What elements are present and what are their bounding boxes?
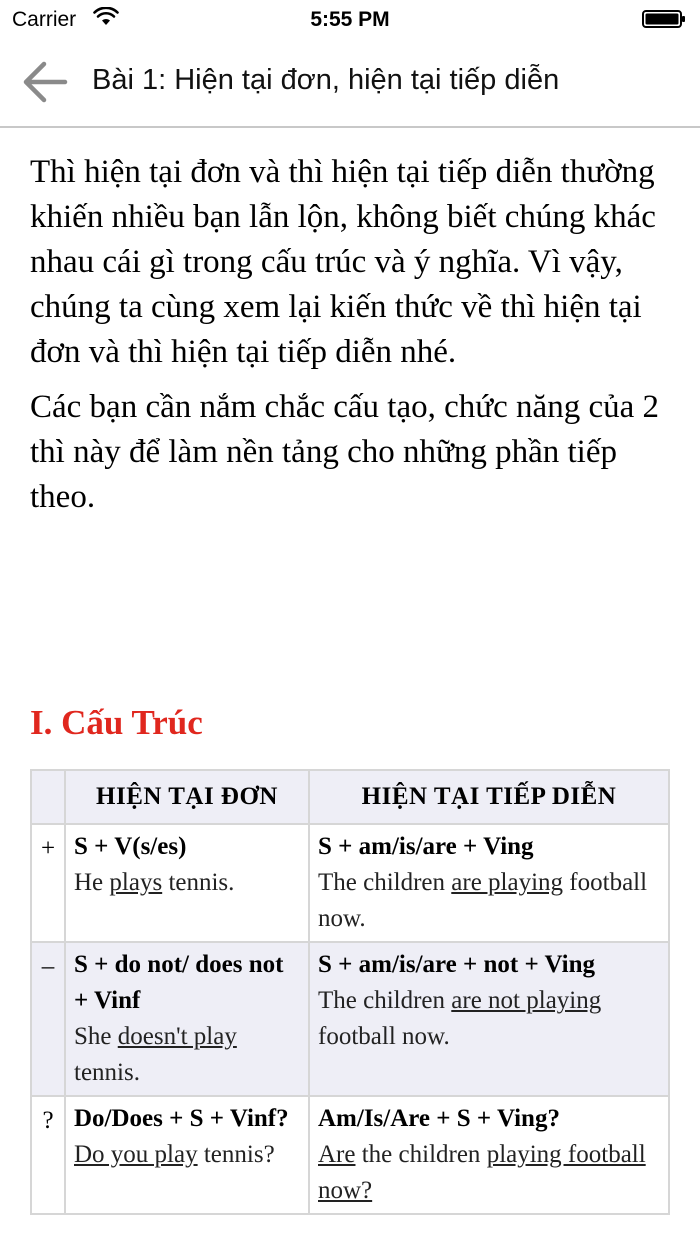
formula: S + V(s/es) bbox=[74, 833, 187, 860]
clock: 5:55 PM bbox=[310, 8, 390, 31]
grammar-table bbox=[30, 769, 670, 1215]
sign-cell: ? bbox=[31, 1096, 65, 1214]
formula: Do/Does + S + Vinf? bbox=[74, 1105, 289, 1132]
table-row bbox=[31, 1096, 669, 1214]
sign-cell: – bbox=[31, 942, 65, 1096]
simple-cell bbox=[65, 942, 309, 1096]
example: Do you play tennis? bbox=[74, 1141, 275, 1168]
page-title: Bài 1: Hiện tại đơn, hiện tại tiếp diễn bbox=[92, 64, 560, 96]
formula: S + do not/ does not + Vinf bbox=[74, 951, 284, 1014]
formula: S + am/is/are + not + Ving bbox=[318, 951, 596, 978]
intro-paragraph: Thì hiện tại đơn và thì hiện tại tiếp diễn thường khiến nhiều bạn lẫn lộn, không biết chúng khác nhau cái gì trong cấu trúc và ý nghĩa. Vì vậy, chúng ta cùng xem lại kiến thức về thì hiện tại đơn và thì hiện tại tiếp diễn nhé. bbox=[30, 154, 656, 370]
table-row bbox=[31, 942, 669, 1096]
status-bar bbox=[0, 0, 700, 40]
example: He plays tennis. bbox=[74, 869, 235, 896]
section-heading: I. Cấu Trúc bbox=[30, 703, 203, 742]
sign-column-header bbox=[31, 770, 65, 824]
continuous-cell bbox=[309, 824, 669, 942]
intro-paragraph: Các bạn cần nắm chắc cấu tạo, chức năng của 2 thì này để làm nền tảng cho những phần tiếp theo. bbox=[30, 389, 659, 515]
simple-cell bbox=[65, 1096, 309, 1214]
sign-cell: + bbox=[31, 824, 65, 942]
formula: Am/Is/Are + S + Ving? bbox=[318, 1105, 560, 1132]
example: Are the children playing football now? bbox=[318, 1141, 646, 1204]
example: The children are not playing football now. bbox=[318, 987, 602, 1050]
example: She doesn't play tennis. bbox=[74, 1023, 237, 1086]
column-header-continuous: HIỆN TẠI TIẾP DIỄN bbox=[309, 770, 669, 824]
battery-icon bbox=[642, 10, 686, 28]
formula: S + am/is/are + Ving bbox=[318, 833, 534, 860]
continuous-cell bbox=[309, 1096, 669, 1214]
continuous-cell bbox=[309, 942, 669, 1096]
table-row bbox=[31, 824, 669, 942]
table-header-row bbox=[31, 770, 669, 824]
carrier-label: Carrier bbox=[12, 8, 77, 31]
nav-bar bbox=[0, 40, 700, 128]
lesson-intro bbox=[30, 150, 670, 530]
arrow-left-icon[interactable] bbox=[22, 60, 68, 104]
example: The children are playing football now. bbox=[318, 869, 648, 932]
column-header-simple: HIỆN TẠI ĐƠN bbox=[65, 770, 309, 824]
simple-cell bbox=[65, 824, 309, 942]
